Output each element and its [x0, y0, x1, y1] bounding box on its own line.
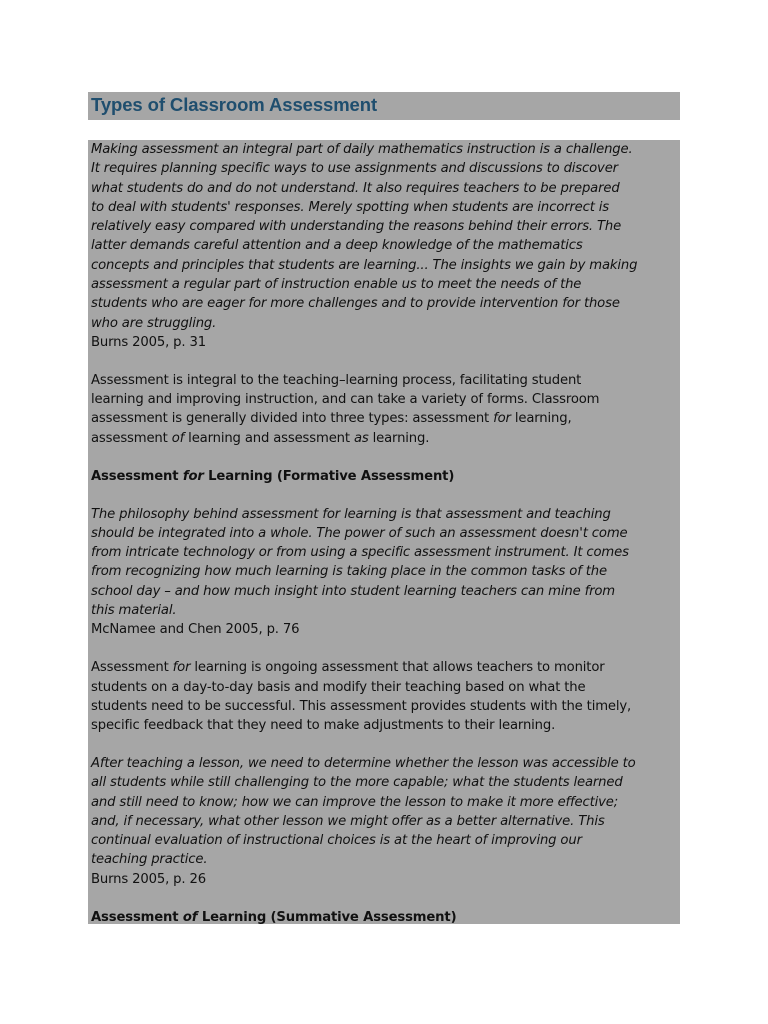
quote-burns-26 [91, 754, 680, 870]
text-run: learning is ongoing assessment that allows teachers to monitor [190, 660, 605, 676]
emphasis: for [182, 468, 204, 484]
paragraph-line [91, 429, 680, 448]
quote-line: this material. [91, 603, 177, 619]
quote-line: what students do and do not understand. It also requires teachers to be prepared [91, 180, 620, 196]
paragraph-line: specific feedback that they need to make adjustments to their learning. [91, 718, 556, 734]
quote-line: should be integrated into a whole. The power of such an assessment doesn't come [91, 525, 628, 541]
quote-line: all students while still challenging to the more capable; what the students learned [91, 775, 623, 791]
emphasis: for [493, 411, 511, 427]
emphasis: of [182, 909, 198, 925]
quote-line: school day – and how much insight into student learning teachers can mine from [91, 583, 615, 599]
quote-line: latter demands careful attention and a deep knowledge of the mathematics [91, 238, 583, 254]
paragraph-gap [91, 735, 680, 754]
emphasis: of [171, 430, 185, 446]
text-run: assessment is generally divided into three types: assessment [91, 411, 494, 427]
quote-burns-31 [91, 140, 680, 333]
quote-line: It requires planning specific ways to use assignments and discussions to discover [91, 161, 618, 177]
quote-line: assessment a regular part of instruction enable us to meet the needs of the [91, 277, 582, 293]
quote-line: After teaching a lesson, we need to determine whether the lesson was accessible to [91, 755, 636, 771]
paragraph-line [91, 409, 680, 428]
quote-line: The philosophy behind assessment for learning is that assessment and teaching [91, 506, 611, 522]
paragraph-line: students need to be successful. This assessment provides students with the timely, [91, 698, 632, 714]
quote-mcnamee-chen [91, 505, 680, 621]
paragraph-line: students on a day-to-day basis and modify their teaching based on what the [91, 679, 586, 695]
paragraph-gap [91, 352, 680, 371]
quote-line: concepts and principles that students are learning... The insights we gain by making [91, 257, 638, 273]
quote-line: continual evaluation of instructional choices is at the heart of improving our [91, 833, 582, 849]
citation: McNamee and Chen 2005, p. 76 [91, 622, 300, 638]
emphasis: for [172, 660, 191, 676]
quote-line: and still need to know; how we can improve the lesson to make it more effective; [91, 794, 619, 810]
document-body [88, 140, 680, 924]
citation: Burns 2005, p. 26 [91, 871, 206, 887]
text-run: Assessment [91, 468, 183, 484]
quote-line: students who are eager for more challenges and to provide intervention for those [91, 296, 620, 312]
quote-line: from intricate technology or from using a specific assessment instrument. It comes [91, 545, 629, 561]
paragraph-gap [91, 448, 680, 467]
text-run: learning, [510, 411, 572, 427]
text-run: Assessment [91, 660, 173, 676]
quote-line: teaching practice. [91, 852, 208, 868]
citation: Burns 2005, p. 31 [91, 334, 206, 350]
intro-paragraph [91, 371, 680, 448]
paragraph-gap [91, 640, 680, 659]
text-run: assessment [91, 430, 172, 446]
section-heading-summative [91, 908, 680, 927]
title-bar [88, 92, 680, 120]
quote-line: and, if necessary, what other lesson we might offer as a better alternative. This [91, 813, 605, 829]
quote-line: Making assessment an integral part of daily mathematics instruction is a challenge. [91, 142, 633, 157]
quote-line: relatively easy compared with understanding the reasons behind their errors. The [91, 219, 622, 235]
page-title: Types of Classroom Assessment [91, 94, 378, 115]
text-run: Learning (Formative Assessment) [203, 468, 455, 484]
text-run: learning and assessment [184, 430, 354, 446]
text-run: learning. [368, 430, 430, 446]
paragraph-gap [91, 486, 680, 505]
quote-line: from recognizing how much learning is taking place in the common tasks of the [91, 564, 607, 580]
paragraph-line: learning and improving instruction, and can take a variety of forms. Classroom [91, 392, 600, 408]
paragraph-line [91, 658, 680, 677]
emphasis: as [353, 430, 369, 446]
section-heading-formative [91, 467, 680, 486]
text-run: Assessment [91, 909, 183, 925]
quote-line: to deal with students' responses. Merely spotting when students are incorrect is [91, 199, 610, 215]
formative-paragraph [91, 658, 680, 735]
text-run: Learning (Summative Assessment) [197, 909, 457, 925]
paragraph-gap [91, 889, 680, 908]
quote-line: who are struggling. [91, 315, 217, 331]
paragraph-line: Assessment is integral to the teaching–learning process, facilitating student [91, 372, 582, 388]
